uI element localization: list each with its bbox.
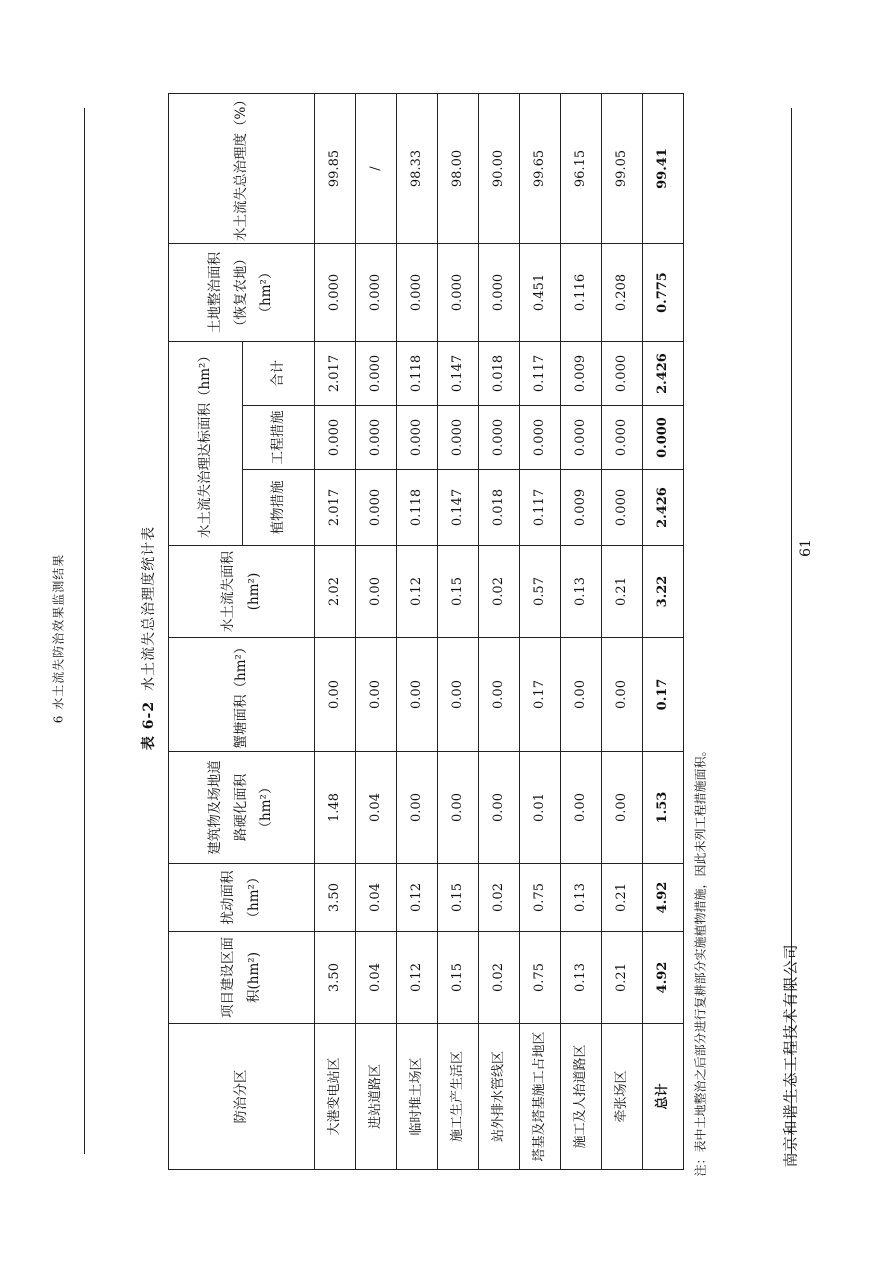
cell-pond-area: 0.00: [315, 638, 356, 752]
cell-hardened-area: 0.00: [397, 752, 438, 864]
cell-zone: 牵张场区: [602, 1024, 643, 1170]
cell-total-rate: 99.05: [602, 94, 643, 244]
cell-pond-area: 0.00: [602, 638, 643, 752]
cell-total-rate: 98.00: [438, 94, 479, 244]
running-head: 6 水土流失防治效果监测结果: [51, 553, 66, 724]
cell-hardened-area: 0.00: [438, 752, 479, 864]
cell-plant: 0.000: [602, 470, 643, 546]
cell-pond-area: 0.17: [520, 638, 561, 752]
header-hardened-area: 建筑物及场地道路硬化面积（hm²）: [169, 752, 315, 864]
table-row: [356, 94, 397, 1170]
cell-engineering: 0.000: [315, 406, 356, 470]
header-zone: 防治分区: [169, 1024, 315, 1170]
cell-zone: 临时堆土场区: [397, 1024, 438, 1170]
cell-erosion-area: 0.13: [561, 546, 602, 638]
cell-pond-area: 0.17: [643, 638, 684, 752]
cell-hardened-area: 1.48: [315, 752, 356, 864]
header-engineering: 工程措施: [243, 406, 315, 470]
header-land-reclaim: 土地整治面积（恢复农地）（hm²）: [169, 244, 315, 342]
cell-pond-area: 0.00: [438, 638, 479, 752]
cell-subtotal: 2.017: [315, 342, 356, 406]
cell-subtotal: 0.009: [561, 342, 602, 406]
cell-subtotal: 0.000: [602, 342, 643, 406]
cell-subtotal: 0.018: [479, 342, 520, 406]
cell-zone: 站外排水管线区: [479, 1024, 520, 1170]
cell-hardened-area: 0.00: [479, 752, 520, 864]
cell-hardened-area: 1.53: [643, 752, 684, 864]
cell-zone: 塔基及塔基施工占地区: [520, 1024, 561, 1170]
header-total-rate: 水土流失总治理度（%）: [169, 94, 315, 244]
cell-disturbed-area: 0.04: [356, 864, 397, 932]
cell-hardened-area: 0.00: [561, 752, 602, 864]
header-subtotal: 合计: [243, 342, 315, 406]
cell-subtotal: 0.117: [520, 342, 561, 406]
header-erosion-area: 水土流失面积(hm²): [169, 546, 315, 638]
cell-plant: 2.426: [643, 470, 684, 546]
header-row-1: [169, 94, 243, 1170]
cell-engineering: 0.000: [356, 406, 397, 470]
table-row: [602, 94, 643, 1170]
table-row: [520, 94, 561, 1170]
cell-project-area: 0.13: [561, 932, 602, 1024]
cell-total-rate: 98.33: [397, 94, 438, 244]
cell-pond-area: 0.00: [356, 638, 397, 752]
cell-disturbed-area: 0.15: [438, 864, 479, 932]
cell-plant: 0.147: [438, 470, 479, 546]
cell-total-rate: 96.15: [561, 94, 602, 244]
cell-erosion-area: 3.22: [643, 546, 684, 638]
cell-plant: 0.000: [356, 470, 397, 546]
cell-erosion-area: 0.15: [438, 546, 479, 638]
cell-erosion-area: 0.12: [397, 546, 438, 638]
table-caption: [138, 388, 158, 888]
total-row: [643, 94, 684, 1170]
cell-disturbed-area: 0.13: [561, 864, 602, 932]
cell-project-area: 0.21: [602, 932, 643, 1024]
cell-land-reclaim: 0.000: [479, 244, 520, 342]
cell-erosion-area: 0.00: [356, 546, 397, 638]
cell-project-area: 3.50: [315, 932, 356, 1024]
cell-land-reclaim: 0.000: [438, 244, 479, 342]
table-row: [315, 94, 356, 1170]
header-disturbed-area: 扰动面积（hm²）: [169, 864, 315, 932]
cell-disturbed-area: 0.75: [520, 864, 561, 932]
cell-subtotal: 0.118: [397, 342, 438, 406]
erosion-control-table: [168, 93, 684, 1170]
cell-erosion-area: 2.02: [315, 546, 356, 638]
cell-disturbed-area: 0.21: [602, 864, 643, 932]
cell-disturbed-area: 4.92: [643, 864, 684, 932]
cell-erosion-area: 0.21: [602, 546, 643, 638]
cell-plant: 0.018: [479, 470, 520, 546]
cell-zone: 大港变电站区: [315, 1024, 356, 1170]
cell-engineering: 0.000: [643, 406, 684, 470]
cell-engineering: 0.000: [397, 406, 438, 470]
cell-hardened-area: 0.01: [520, 752, 561, 864]
cell-total-rate: /: [356, 94, 397, 244]
header-rule: [84, 108, 85, 1154]
cell-zone: 总计: [643, 1024, 684, 1170]
cell-subtotal: 0.147: [438, 342, 479, 406]
cell-plant: 0.118: [397, 470, 438, 546]
cell-erosion-area: 0.57: [520, 546, 561, 638]
cell-plant: 2.017: [315, 470, 356, 546]
table-title: 水土流失总治理度统计表: [141, 525, 157, 691]
cell-pond-area: 0.00: [397, 638, 438, 752]
cell-total-rate: 90.00: [479, 94, 520, 244]
cell-zone: 进站道路区: [356, 1024, 397, 1170]
cell-project-area: 0.75: [520, 932, 561, 1024]
cell-project-area: 0.04: [356, 932, 397, 1024]
page-number: 61: [798, 539, 814, 557]
cell-pond-area: 0.00: [561, 638, 602, 752]
cell-land-reclaim: 0.208: [602, 244, 643, 342]
cell-land-reclaim: 0.000: [356, 244, 397, 342]
cell-land-reclaim: 0.116: [561, 244, 602, 342]
cell-zone: 施工及人抬道路区: [561, 1024, 602, 1170]
table-note: 注：表中土地整治之后部分进行复耕部分实施植物措施，因此未列工程措施面积。: [693, 744, 708, 1177]
header-pond-area: 蟹塘面积（hm²）: [169, 638, 315, 752]
cell-project-area: 0.02: [479, 932, 520, 1024]
header-plant: 植物措施: [243, 470, 315, 546]
cell-total-rate: 99.65: [520, 94, 561, 244]
table-row: [438, 94, 479, 1170]
cell-engineering: 0.000: [602, 406, 643, 470]
cell-disturbed-area: 3.50: [315, 864, 356, 932]
cell-engineering: 0.000: [479, 406, 520, 470]
cell-project-area: 0.12: [397, 932, 438, 1024]
cell-disturbed-area: 0.12: [397, 864, 438, 932]
table-row: [561, 94, 602, 1170]
cell-project-area: 4.92: [643, 932, 684, 1024]
header-project-area: 项目建设区面积(hm²): [169, 932, 315, 1024]
table-row: [479, 94, 520, 1170]
cell-total-rate: 99.41: [643, 94, 684, 244]
table-container: [168, 94, 684, 1170]
cell-subtotal: 0.000: [356, 342, 397, 406]
table-number: 表 6-2: [141, 700, 157, 751]
header-treated-group: 水土流失治理达标面积（hm²）: [169, 342, 243, 546]
cell-engineering: 0.000: [520, 406, 561, 470]
table-row: [397, 94, 438, 1170]
cell-engineering: 0.000: [561, 406, 602, 470]
cell-zone: 施工生产生活区: [438, 1024, 479, 1170]
cell-engineering: 0.000: [438, 406, 479, 470]
cell-plant: 0.009: [561, 470, 602, 546]
cell-land-reclaim: 0.000: [397, 244, 438, 342]
cell-land-reclaim: 0.000: [315, 244, 356, 342]
cell-hardened-area: 0.04: [356, 752, 397, 864]
cell-erosion-area: 0.02: [479, 546, 520, 638]
cell-land-reclaim: 0.775: [643, 244, 684, 342]
cell-project-area: 0.15: [438, 932, 479, 1024]
cell-disturbed-area: 0.02: [479, 864, 520, 932]
cell-hardened-area: 0.00: [602, 752, 643, 864]
cell-land-reclaim: 0.451: [520, 244, 561, 342]
company-name: 南京和谐生态工程技术有限公司: [781, 943, 800, 1168]
cell-total-rate: 99.85: [315, 94, 356, 244]
cell-plant: 0.117: [520, 470, 561, 546]
cell-pond-area: 0.00: [479, 638, 520, 752]
cell-subtotal: 2.426: [643, 342, 684, 406]
